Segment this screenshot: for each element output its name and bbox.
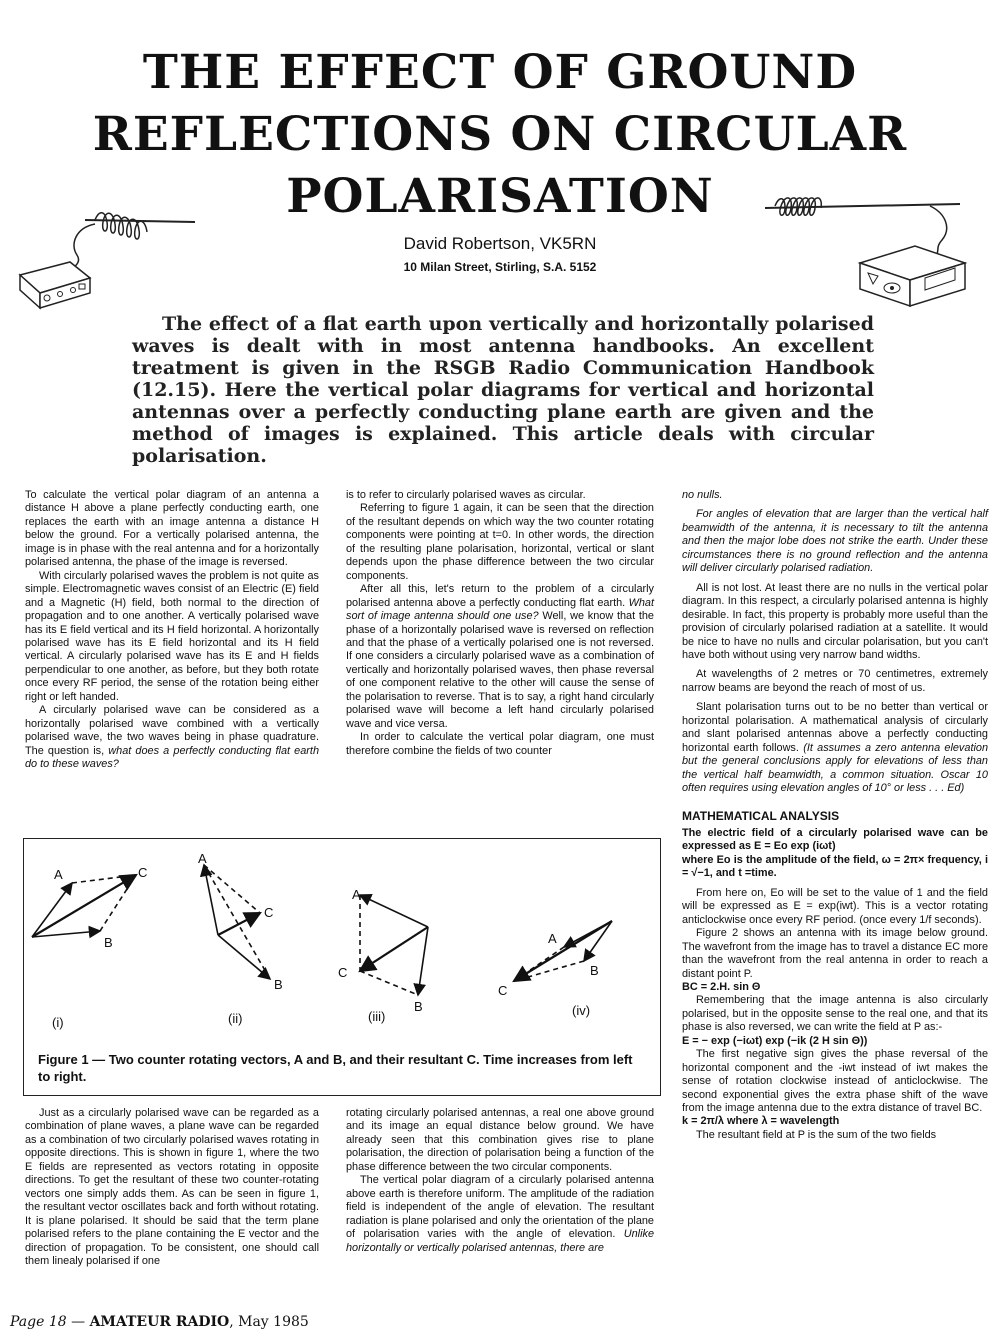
paragraph: To calculate the vertical polar diagram of an antenna a distance H above a plane perfectly conducting earth, one replaces the earth with an image antenna a distance H below the ground. For a vertically polarised antenna, the image is in phase with the real antenna and for a horizontally polarised antenna, the phase of the image is reversed. (25, 489, 319, 569)
label-a: A (352, 887, 361, 902)
label-b: B (414, 999, 423, 1014)
column-3 (682, 489, 988, 1142)
vector-c (218, 913, 260, 935)
paragraph: The resultant field at P is the sum of the two fields (696, 1128, 937, 1141)
equation: BC = 2.H. sin Θ (682, 980, 761, 993)
paragraph-text: Slant polarisation turns out to be no better than vertical or horizontal polarisation. A mathematical analysis of circularly and slant polarised antennas above a perfectly conducting horizontal earth follows. (682, 701, 988, 754)
magazine-name: AMATEUR RADIO (89, 1314, 230, 1330)
column-1-top (25, 489, 319, 772)
equation: E = − exp (−iωt) exp (−ik (2 H sin Θ)) (682, 1034, 868, 1047)
section-heading: MATHEMATICAL ANALYSIS (682, 808, 840, 823)
figure-caption: Figure 1 — Two counter rotating vectors, A and B, and their resultant C. Time increases from left to right. (38, 1052, 633, 1084)
article-title: THE EFFECT OF GROUND REFLECTIONS ON CIRCULAR POLARISATION (92, 45, 908, 224)
paragraph (25, 704, 319, 771)
paragraph-text: Well, we know that the phase of a horizontally polarised wave is reversed on reflection and that the phase of a vertically polarised one is not reversed. If one considers a circularly polarised wave as a combination of vertically and horizontally polarised waves, then phase reversal of one component relative to the other will cause the sense of the polarisation to reverse. That is to say, a right hand circularly polarised wave will become a left hand circularly polarised wave and vice versa. (346, 610, 654, 730)
page-number: Page 18 (10, 1314, 67, 1330)
author-name: David Robertson, VK5RN (403, 234, 597, 253)
paragraph: In order to calculate the vertical polar diagram, one must therefore combine the fields of two counter (346, 731, 654, 757)
label-a: A (54, 867, 63, 882)
italic-text: what does a perfectly conducting flat earth do to these waves? (25, 744, 319, 771)
vector-b (584, 921, 612, 961)
vector-b (218, 935, 270, 979)
vector-c (360, 927, 428, 971)
paragraph: is to refer to circularly polarised waves as circular. (346, 489, 586, 501)
column-1-bottom (25, 1107, 319, 1268)
paragraph: Remembering that the image antenna is also circularly polarised, but in the opposite sense to the real one, and that its phase is also reversed, we can write the field at P as:- (682, 994, 988, 1034)
panel-label: (iv) (572, 1003, 591, 1018)
label-a: A (198, 851, 207, 866)
page-footer (10, 1314, 309, 1330)
author-address: 10 Milan Street, Stirling, S.A. 5152 (403, 260, 597, 274)
paragraph-text: After all this, let's return to the problem of a circularly polarised antenna above a perfectly conducting flat earth. (346, 583, 654, 609)
italic-text: Unlike horizontally or vertically polarised antennas, there are (346, 1228, 654, 1254)
paragraph (346, 1174, 654, 1255)
issue-date: , May 1985 (229, 1314, 309, 1330)
paragraph: The first negative sign gives the phase reversal of the horizontal component and the -iwt instead of iwt makes the sense of rotation clockwise instead of anticlockwise. The second exponential gives the extra phase shift of the wave from the image antenna due to the extra distance of travel BC. (682, 1048, 988, 1115)
footer-separator: — (66, 1314, 90, 1330)
label-b: B (274, 977, 283, 992)
paragraph: For angles of elevation that are larger than the vertical half beamwidth of the antenna, it is necessary to tilt the antenna and then the major lobe does not strike the earth. Under these circumstances there is no ground reflection and the antenna will deliver circularly polarised radiation. (682, 508, 988, 575)
label-b: B (104, 935, 113, 950)
paragraph-text: A circularly polarised wave can be considered as a horizontally polarised wave combined with a vertically polarised wave, the two waves being in phase quadrature. The question is, (25, 704, 319, 757)
panel-label: (ii) (228, 1011, 243, 1026)
panel-label: (i) (52, 1015, 64, 1030)
paragraph (682, 701, 988, 795)
label-c: C (338, 965, 348, 980)
equation-text: The electric field of a circularly polarised wave can be expressed as E = Eo exp (iωt) (682, 826, 988, 853)
label-c: C (138, 865, 148, 880)
panel-label: (iii) (368, 1009, 386, 1024)
paragraph (346, 583, 654, 731)
equation: k = 2π/λ where λ = wavelength (682, 1115, 840, 1128)
paragraph: Just as a circularly polarised wave can be regarded as a combination of plane waves, a plane wave can be regarded as a combination of two circularly polarised waves rotating in opposite directions. This is shown in figure 1, where the two E fields are represented as vectors rotating in opposite directions. To get the resultant of these two counter-rotating vectors one simply adds them. As can be seen in figure 1, the resultant vector oscillates back and forth without rotating. It is plane polarised. It should be said that the term plane polarised refers to the plane containing the E vector and the direction of propagation. To be consistent, one should call them linealy polarised if one (25, 1107, 319, 1267)
equation-text: where Eo is the amplitude of the field, ω = 2π× frequency, i = √−1, and t =time. (682, 853, 988, 880)
label-b: B (590, 963, 599, 978)
label-c: C (264, 905, 274, 920)
vector-a (360, 895, 428, 927)
paragraph: With circularly polarised waves the problem is not quite as simple. Electromagnetic waves consist of an Electric (E) field and a Magnetic (H) field, both normal to the direction of propagation and to one another. A vertically polarised wave has its E field vertical and its H field horizontal. A horizontally polarised wave has its E field horizontal and its H field vertical. A circularly polarised wave has its E and H fields perpendicular to one another, as before, but they both rotate once every RF period, the sense of the rotation being either right or left handed. (25, 569, 319, 703)
vector-b (418, 927, 428, 995)
label-c: C (498, 983, 508, 998)
label-a: A (548, 931, 557, 946)
paragraph: Figure 2 shows an antenna with its image below ground. The wavefront from the image has to travel a distance EC more than the wavefront from the real antenna in order to reach a distant point P. (682, 927, 988, 980)
editor-note: (It assumes a zero antenna elevation but the general conclusions apply for elevations of less than the vertical half beamwidth, a common situation. Oscar 10 often requires using elevation angles of 10° or less . . . Ed) (682, 741, 988, 795)
paragraph: Referring to figure 1 again, it can be seen that the direction of the resultant depends on which way the two counter rotating components were pointing at t=0. In other words, the direction of the resulting plane polarisation, horizontal, vertical or slant depends upon the phase difference between the two circular components. (346, 502, 654, 582)
paragraph: From here on, Eo will be set to the value of 1 and the field will be expressed as E = exp(iwt). This is a vector rotating anticlockwise once every RF period. (once every 1/f seconds). (682, 886, 988, 926)
paragraph-text: The vertical polar diagram of a circularly polarised antenna above earth is therefore uniform. The amplitude of the radiation field is independent of the angle of elevation. The resultant radiation is plane polarised and only the orientation of the plane of polarisation varies with the angle of elevation. (346, 1174, 654, 1241)
vector-a (32, 883, 72, 937)
left-antenna-illustration (15, 200, 200, 315)
paragraph: no nulls. (682, 489, 723, 501)
paragraph: All is not lost. At least there are no nulls in the vertical polar diagram. In this respect, a circularly polarised antenna is highly desirable. In fact, this property is probably more useful than the provision of circularly polarised radiation at a satellite. It would be nice to have no nulls and circular polarisation, but you can't have both without using very narrow band widths. (682, 581, 988, 661)
italic-text: What sort of image antenna should one use? (346, 596, 654, 623)
vector-c (32, 875, 136, 937)
abstract: The effect of a flat earth upon vertically and horizontally polarised waves is dealt with in most antenna handbooks. An excellent treatment is given in the RSGB Radio Communication Handbook (12.15). Here the vertical polar diagrams for vertical and horizontal antennas over a perfectly conducting plane earth are given and the method of images is explained. This article deals with circular polarisation. (132, 313, 874, 467)
paragraph: rotating circularly polarised antennas, a real one above ground and its image an equal distance below ground. We have already seen that this combination gives rise to plane polarisation, the direction of polarisation being a function of the phase difference between the two circular components. (346, 1107, 654, 1173)
right-antenna-illustration (760, 188, 985, 313)
column-2-bottom (346, 1107, 654, 1255)
paragraph: At wavelengths of 2 metres or 70 centimetres, extremely narrow beams are beyond the reach of most of us. (682, 668, 988, 694)
figure-1 (23, 838, 661, 1096)
column-2-top (346, 489, 654, 758)
